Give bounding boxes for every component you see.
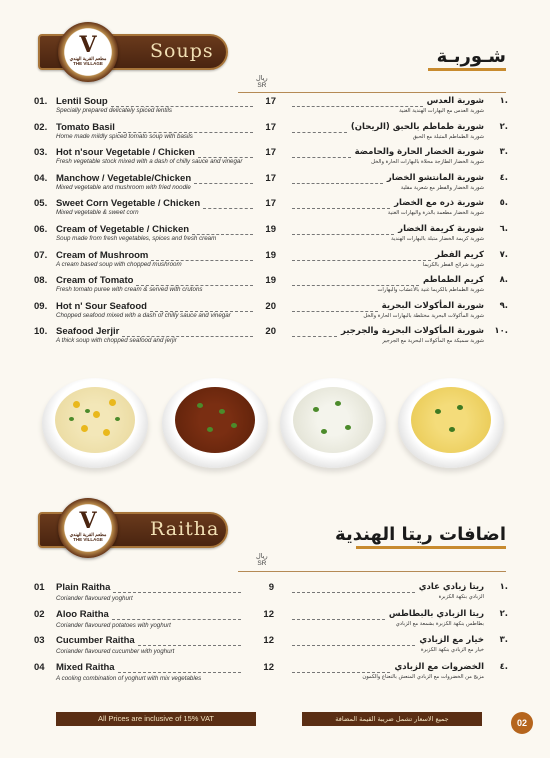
item-number-ar: ٢. xyxy=(499,121,508,132)
leader-line xyxy=(198,157,253,158)
item-name-ar: شوربة الخضار الحارة والحامضة xyxy=(354,147,484,158)
raitha-title-ar: اضافات ريتا الهندية xyxy=(335,524,506,545)
item-price: 17 xyxy=(265,121,276,133)
item-name: Hot n' Sour Seafood xyxy=(56,300,147,312)
soup-item xyxy=(34,122,512,148)
item-description: Mixed vegetable & sweet corn xyxy=(56,209,139,217)
raitha-item xyxy=(34,662,512,686)
item-name-ar: شوربة العدس xyxy=(426,96,484,106)
leader-line-ar xyxy=(292,157,351,158)
leader-line-ar xyxy=(292,285,419,286)
restaurant-logo xyxy=(58,22,118,82)
item-name: Lentil Soup xyxy=(56,96,108,107)
vat-note-bar-ar xyxy=(302,712,482,726)
item-description: Soup made from fresh vegetables, spices and fresh cream xyxy=(56,235,217,242)
restaurant-logo-2 xyxy=(58,498,118,558)
item-description-ar: مزيج من الخضروات مع الزبادي المنعش بالنعناع والكمون xyxy=(362,673,484,680)
item-price: 19 xyxy=(265,224,276,235)
item-name: Cream of Tomato xyxy=(56,275,134,287)
item-description-ar: الزبادي بنكهة الكزبرة xyxy=(438,594,484,600)
item-price: 20 xyxy=(265,326,276,338)
item-price: 17 xyxy=(265,147,276,159)
item-description-ar: شوربة المأكولات البحرية مختلطة بالبهارات الحارة والخل xyxy=(363,312,484,319)
item-number: 02 xyxy=(34,608,45,620)
lentil-soup-bowl-image xyxy=(398,378,504,468)
item-number: 09. xyxy=(34,300,48,312)
leader-line xyxy=(122,336,253,337)
item-name-ar: كريم الطماطم xyxy=(423,275,484,286)
leader-line xyxy=(138,645,241,646)
item-description-ar: شوربة الطماطم المتبلة مع الحبق xyxy=(412,133,484,140)
soup-item xyxy=(34,275,512,301)
item-number: 07. xyxy=(34,249,48,261)
leader-line xyxy=(150,311,253,312)
item-number-ar: ٤. xyxy=(499,172,508,183)
item-number: 01. xyxy=(34,96,48,107)
item-description: Fresh vegetable stock mixed with a dash of chilly sauce and vinegar xyxy=(56,158,243,166)
leader-line-ar xyxy=(292,672,390,673)
corn-soup-bowl-image xyxy=(42,378,148,468)
soups-title: Soups xyxy=(150,40,214,62)
item-name: Manchow / Vegetable/Chicken xyxy=(56,172,192,184)
item-name-ar: شوربة المأكولات البحرية xyxy=(381,300,484,311)
logo-text: مطعم القرية الهندي THE VILLAGE xyxy=(69,56,107,66)
item-name: Seafood Jerjir xyxy=(56,326,120,338)
item-description-ar: شوربة شرائح الفطر بالكريما xyxy=(422,261,484,268)
leader-line xyxy=(118,132,253,133)
soup-item xyxy=(34,250,512,276)
raitha-currency: ريال SR xyxy=(256,552,268,567)
item-number: 08. xyxy=(34,275,48,287)
item-name-ar: كريم الفطر xyxy=(435,249,484,260)
soup-item xyxy=(34,147,512,173)
item-description: Chopped seafood mixed with a dash of chilly sauce and vinegar xyxy=(56,311,231,319)
vat-note: All Prices are inclusive of 15% VAT xyxy=(97,714,214,723)
leader-line xyxy=(113,592,241,593)
item-description: A cooling combination of yoghurt with mix vegetables xyxy=(56,674,202,682)
leader-line-ar xyxy=(292,619,385,620)
leader-line xyxy=(151,260,253,261)
item-name-ar: شوربة كريمة الخضار xyxy=(398,224,484,234)
item-price: 17 xyxy=(265,198,276,210)
item-description-ar: شوربة الخضار الطازجة محلاة بالبهارات الحارة والخل xyxy=(371,159,484,166)
item-number-ar: ١. xyxy=(499,582,508,592)
item-description: A cream based soup with chopped mushroom xyxy=(56,260,182,268)
item-description: Home made mildly spiced tomato soup with basils xyxy=(56,132,193,140)
item-name: Cucumber Raitha xyxy=(56,635,135,646)
item-name: Aloo Raitha xyxy=(56,608,109,620)
soup-item xyxy=(34,173,512,199)
item-name-ar: شوربة المأكولات البحرية والجرجير xyxy=(341,326,484,337)
item-number: 03 xyxy=(34,635,45,646)
raitha-header-rule xyxy=(238,571,506,572)
soups-header-rule xyxy=(238,92,506,93)
item-number-ar: ٣. xyxy=(499,147,508,158)
item-number-ar: ٩. xyxy=(499,300,508,311)
vat-note-ar: جميع الاسعار تشمل ضريبة القيمة المضافة xyxy=(335,715,449,723)
item-price: 17 xyxy=(265,172,276,184)
vat-note-bar xyxy=(56,712,256,726)
item-price: 12 xyxy=(263,661,274,673)
item-number-ar: ٤. xyxy=(499,661,508,672)
item-number: 10. xyxy=(34,326,48,338)
page-number: 02 xyxy=(511,712,533,734)
logo-text: مطعم القرية الهندي THE VILLAGE xyxy=(69,532,107,542)
raitha-title: Raitha xyxy=(150,518,220,540)
leader-line xyxy=(136,285,253,286)
soup-item xyxy=(34,96,512,122)
item-number: 04. xyxy=(34,172,48,184)
item-name-ar: خيار مع الزبادي xyxy=(419,635,484,645)
item-name-ar: ريتا زبادي عادي xyxy=(418,582,484,592)
item-name-ar: الخضروات مع الزبادي xyxy=(394,661,484,672)
leader-line-ar xyxy=(292,311,378,312)
item-name-ar: شوربة ذره مع الخضار xyxy=(394,198,484,209)
item-description-ar: بطاطس بنكهة الكزبرة بشمعة مع الزبادي xyxy=(395,620,484,627)
item-number-ar: ٥. xyxy=(499,198,508,209)
item-description: Fresh tomato puree with cream & served with crutons xyxy=(56,286,203,294)
soups-currency: ريال SR xyxy=(256,74,268,89)
item-price: 17 xyxy=(265,96,276,107)
item-price: 20 xyxy=(265,300,276,312)
item-name: Cream of Mushroom xyxy=(56,249,149,261)
leader-line-ar xyxy=(292,592,415,593)
item-price: 12 xyxy=(263,635,274,646)
soup-item xyxy=(34,301,512,327)
raitha-item xyxy=(34,635,512,659)
item-name-ar: ريتا الزبادي بالبطاطس xyxy=(388,608,484,619)
seafood-soup-bowl-image xyxy=(280,378,386,468)
leader-line-ar xyxy=(292,234,394,235)
item-description: A thick soup with chopped seafood and jerjir xyxy=(56,337,177,345)
item-name: Tomato Basil xyxy=(56,121,115,133)
item-description-ar: خيار مع الزبادي بنكهة الكزبرة xyxy=(420,647,484,653)
logo-mark: V xyxy=(79,508,97,534)
leader-line xyxy=(203,208,253,209)
item-description-ar: شوربة الخضار مطعمة بالذرة والبهارات الغنية xyxy=(387,210,484,217)
item-number: 04 xyxy=(34,661,45,673)
leader-line-ar xyxy=(292,260,431,261)
leader-line xyxy=(118,672,241,673)
item-description-ar: شوربة سميكة مع المأكولات البحرية مع الجرجير xyxy=(382,338,484,345)
item-number: 03. xyxy=(34,147,48,159)
soup-item xyxy=(34,224,512,250)
item-description: Specially prepared delicately spiced lentils xyxy=(56,107,172,114)
item-name: Cream of Vegetable / Chicken xyxy=(56,224,190,235)
leader-line-ar xyxy=(292,106,423,107)
soup-item xyxy=(34,198,512,224)
leader-line-ar xyxy=(292,183,383,184)
item-description: Coriander flavoured yoghurt xyxy=(56,595,133,602)
item-price: 12 xyxy=(263,608,274,620)
item-name: Sweet Corn Vegetable / Chicken xyxy=(56,198,201,210)
item-number-ar: ٣. xyxy=(499,635,508,645)
item-description-ar: شوربة الخضار والفطر مع شعرية مقلية xyxy=(400,184,484,191)
item-name-ar: شوربة المانتشو الخضار xyxy=(386,172,484,183)
raitha-item xyxy=(34,582,512,606)
item-number-ar: ٦. xyxy=(499,224,508,234)
item-number: 06. xyxy=(34,224,48,235)
leader-line-ar xyxy=(292,208,390,209)
item-name: Hot n'sour Vegetable / Chicken xyxy=(56,147,195,159)
raitha-title-underline xyxy=(356,546,506,549)
item-number-ar: ١٠. xyxy=(494,326,508,337)
leader-line-ar xyxy=(292,336,337,337)
item-description-ar: شوربة العدس مع البهارات الهندية الغنية xyxy=(399,108,484,114)
item-name: Mixed Raitha xyxy=(56,661,115,673)
soups-title-underline xyxy=(428,68,506,71)
manchow-soup-bowl-image xyxy=(162,378,268,468)
item-number: 02. xyxy=(34,121,48,133)
raitha-item xyxy=(34,609,512,633)
item-number-ar: ٧. xyxy=(499,249,508,260)
item-name-ar: شوربة طماطم بالحبق (الريحان) xyxy=(350,121,484,132)
item-description-ar: شوربة كريمة الخضار متبلة بالبهارات الهندية xyxy=(391,236,484,242)
leader-line xyxy=(192,234,253,235)
item-number-ar: ٨. xyxy=(499,275,508,286)
item-number-ar: ١. xyxy=(499,96,508,106)
leader-line xyxy=(112,619,241,620)
item-price: 19 xyxy=(265,275,276,287)
item-description: Coriander flavoured cucumber with yoghurt xyxy=(56,648,175,655)
item-price: 19 xyxy=(265,249,276,261)
item-number-ar: ٢. xyxy=(499,608,508,619)
logo-mark: V xyxy=(79,32,97,58)
item-number: 01 xyxy=(34,582,45,593)
leader-line-ar xyxy=(292,132,347,133)
item-description: Coriander flavoured potatoes with yoghurt xyxy=(56,621,171,629)
leader-line xyxy=(111,106,253,107)
soups-title-ar: شـوربـة xyxy=(436,46,506,67)
leader-line xyxy=(194,183,253,184)
leader-line-ar xyxy=(292,645,415,646)
item-price: 9 xyxy=(268,582,274,593)
item-description-ar: شوربة الطماطم بالكريما غنية بالأعشاب والبهارات xyxy=(377,287,484,294)
item-description: Mixed vegetable and mushroom with fried noodle xyxy=(56,183,191,191)
item-name: Plain Raitha xyxy=(56,582,111,593)
soup-item xyxy=(34,326,512,352)
item-number: 05. xyxy=(34,198,48,210)
